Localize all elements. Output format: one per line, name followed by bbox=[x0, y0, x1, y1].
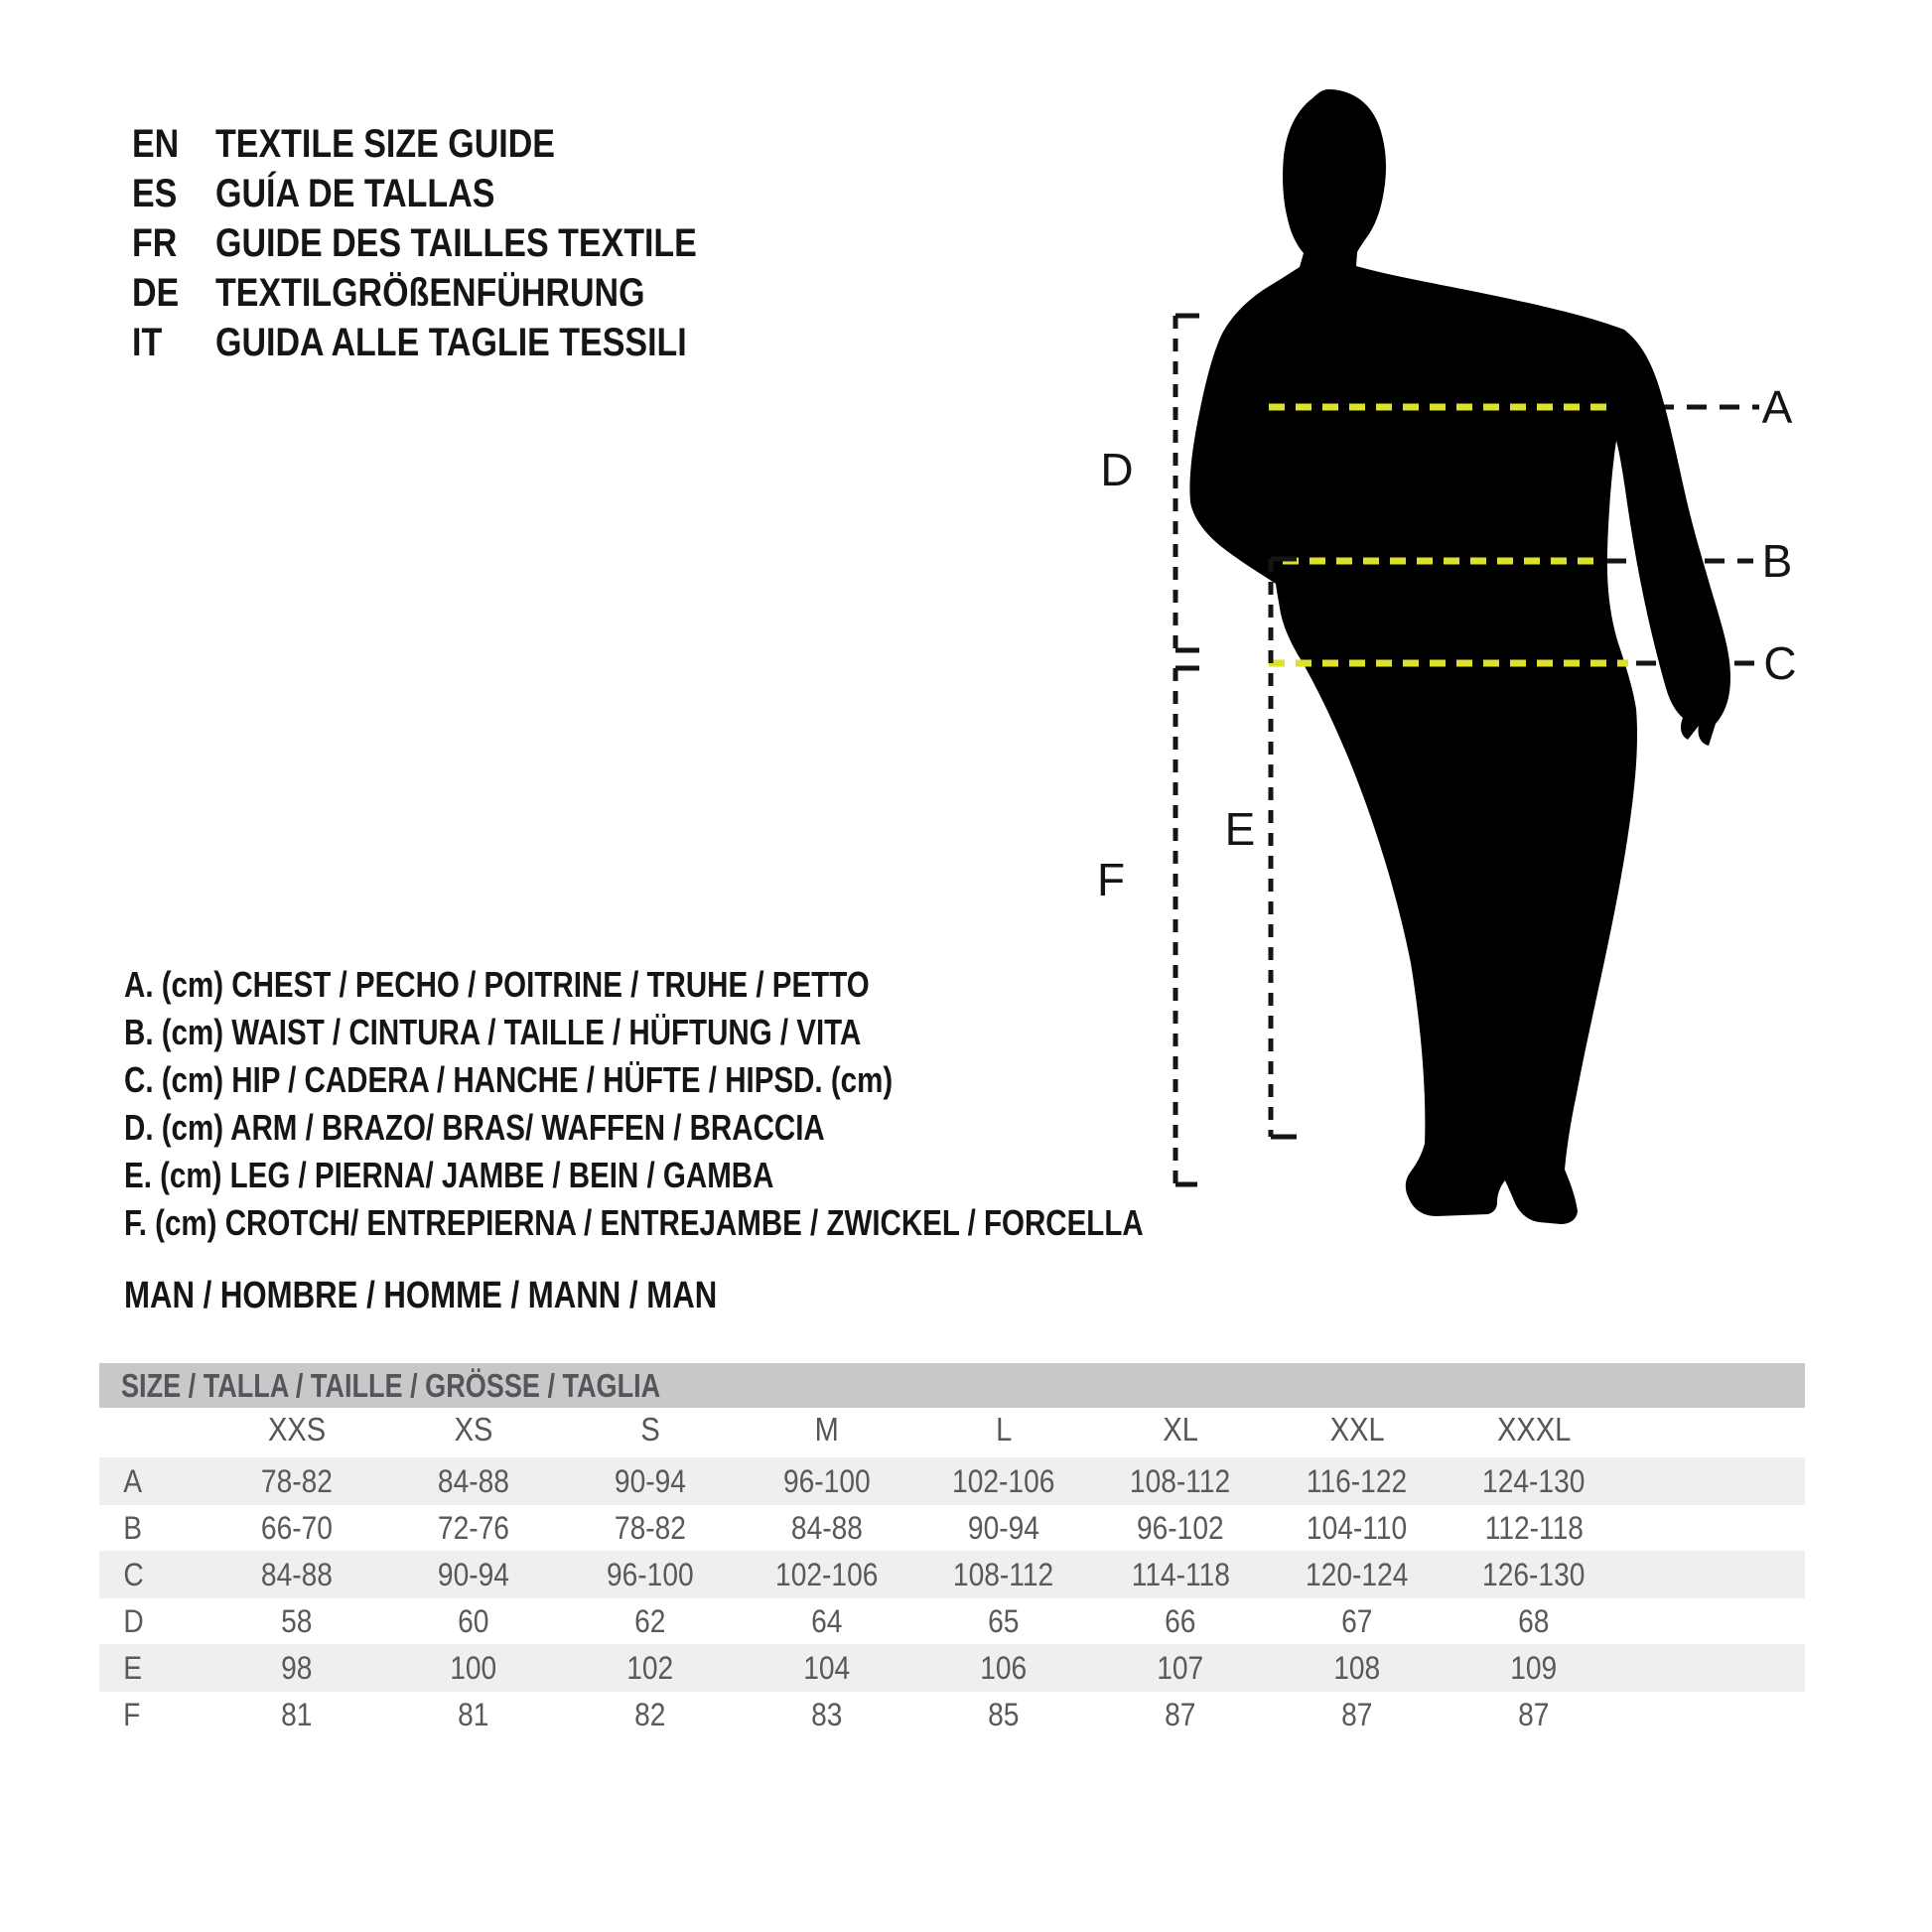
table-cell: 102-106 bbox=[775, 1556, 879, 1592]
table-cell: 96-100 bbox=[783, 1462, 871, 1499]
table-cell: 100 bbox=[450, 1649, 497, 1686]
legend-line-waist: B. (cm) WAIST / CINTURA / TAILLE / HÜFTUNG / VITA bbox=[124, 1012, 862, 1052]
table-cell: 78-82 bbox=[614, 1509, 687, 1546]
table-cell: 108-112 bbox=[1130, 1462, 1231, 1499]
table-cell: 67 bbox=[1341, 1602, 1373, 1639]
table-cell: 68 bbox=[1518, 1602, 1550, 1639]
language-code: ES bbox=[132, 172, 178, 215]
size-col-l: L bbox=[995, 1411, 1013, 1448]
table-cell: 112-118 bbox=[1484, 1509, 1584, 1546]
table-cell: 72-76 bbox=[437, 1509, 510, 1546]
table-cell: 66 bbox=[1165, 1602, 1196, 1639]
size-col-xxxl: XXXL bbox=[1496, 1411, 1572, 1448]
table-cell: 96-102 bbox=[1137, 1509, 1224, 1546]
guide-title: GUIDE DES TAILLES TEXTILE bbox=[215, 221, 697, 265]
table-cell: 108 bbox=[1333, 1649, 1381, 1686]
row-label: B bbox=[123, 1509, 143, 1546]
row-label: F bbox=[123, 1696, 141, 1732]
size-columns-row bbox=[99, 1406, 1805, 1453]
table-cell: 116-122 bbox=[1307, 1462, 1408, 1499]
table-cell: 78-82 bbox=[260, 1462, 334, 1499]
language-code: DE bbox=[132, 271, 180, 315]
table-row-chest bbox=[99, 1457, 1805, 1505]
marker-leg: E bbox=[1224, 803, 1256, 855]
legend-line-chest: A. (cm) CHEST / PECHO / POITRINE / TRUHE / PETTO bbox=[124, 964, 870, 1005]
marker-crotch: F bbox=[1096, 854, 1126, 905]
size-table-title: SIZE / TALLA / TAILLE / GRÖSSE / TAGLIA bbox=[121, 1367, 661, 1404]
size-col-xl: XL bbox=[1163, 1411, 1198, 1448]
table-cell: 104-110 bbox=[1307, 1509, 1408, 1546]
table-cell: 66-70 bbox=[260, 1509, 334, 1546]
table-row-hip bbox=[99, 1551, 1805, 1598]
table-cell: 102-106 bbox=[952, 1462, 1055, 1499]
table-cell: 90-94 bbox=[437, 1556, 510, 1592]
table-cell: 87 bbox=[1165, 1696, 1196, 1732]
size-col-s: S bbox=[640, 1411, 660, 1448]
table-cell: 126-130 bbox=[1482, 1556, 1586, 1592]
marker-waist: B bbox=[1761, 535, 1793, 587]
guide-title: TEXTILGRÖßENFÜHRUNG bbox=[215, 271, 645, 315]
row-label: D bbox=[123, 1602, 144, 1639]
legend-line-arm: D. (cm) ARM / BRAZO/ BRAS/ WAFFEN / BRACCIA bbox=[124, 1107, 825, 1148]
table-row-crotch bbox=[99, 1691, 1805, 1738]
table-cell: 102 bbox=[626, 1649, 674, 1686]
table-cell: 106 bbox=[980, 1649, 1028, 1686]
table-row-leg bbox=[99, 1644, 1805, 1692]
table-cell: 62 bbox=[634, 1602, 666, 1639]
marker-arm: D bbox=[1100, 444, 1134, 495]
legend-line-crotch: F. (cm) CROTCH/ ENTREPIERNA / ENTREJAMBE / ZWICKEL / FORCELLA bbox=[124, 1202, 1144, 1243]
table-row-arm bbox=[99, 1597, 1805, 1645]
language-code: IT bbox=[132, 321, 163, 364]
language-code: FR bbox=[132, 221, 178, 265]
table-cell: 108-112 bbox=[953, 1556, 1054, 1592]
size-col-xs: XS bbox=[454, 1411, 493, 1448]
table-row-waist bbox=[99, 1504, 1805, 1552]
row-label: C bbox=[123, 1556, 144, 1592]
size-row-label bbox=[99, 1411, 208, 1449]
size-col-m: M bbox=[814, 1411, 840, 1448]
language-code: EN bbox=[132, 122, 180, 166]
table-cell: 104 bbox=[803, 1649, 851, 1686]
table-cell: 124-130 bbox=[1482, 1462, 1586, 1499]
size-col-xxl: XXL bbox=[1329, 1411, 1385, 1448]
table-cell: 84-88 bbox=[790, 1509, 864, 1546]
category-label: MAN / HOMBRE / HOMME / MANN / MAN bbox=[124, 1275, 718, 1316]
table-cell: 120-124 bbox=[1306, 1556, 1409, 1592]
legend-line-leg: E. (cm) LEG / PIERNA/ JAMBE / BEIN / GAMBA bbox=[124, 1155, 774, 1195]
guide-title: GUIDA ALLE TAGLIE TESSILI bbox=[215, 321, 687, 364]
table-cell: 90-94 bbox=[967, 1509, 1040, 1546]
table-cell: 65 bbox=[988, 1602, 1020, 1639]
table-cell: 114-118 bbox=[1131, 1556, 1230, 1592]
row-label: A bbox=[123, 1462, 143, 1499]
guide-title: GUÍA DE TALLAS bbox=[215, 172, 495, 215]
table-cell: 85 bbox=[988, 1696, 1020, 1732]
table-cell: 81 bbox=[458, 1696, 489, 1732]
guide-title: TEXTILE SIZE GUIDE bbox=[215, 122, 555, 166]
size-table-header-bar bbox=[99, 1363, 1805, 1408]
table-cell: 107 bbox=[1157, 1649, 1204, 1686]
legend-line-hip: C. (cm) HIP / CADERA / HANCHE / HÜFTE / HIPSD. (cm) bbox=[124, 1059, 894, 1100]
table-cell: 109 bbox=[1510, 1649, 1558, 1686]
table-cell: 84-88 bbox=[437, 1462, 510, 1499]
table-cell: 87 bbox=[1341, 1696, 1373, 1732]
table-cell: 64 bbox=[811, 1602, 843, 1639]
row-label: E bbox=[123, 1649, 143, 1686]
table-cell: 90-94 bbox=[614, 1462, 687, 1499]
table-cell: 84-88 bbox=[260, 1556, 334, 1592]
table-cell: 98 bbox=[281, 1649, 313, 1686]
table-cell: 60 bbox=[458, 1602, 489, 1639]
marker-chest: A bbox=[1761, 381, 1793, 433]
table-cell: 83 bbox=[811, 1696, 843, 1732]
table-cell: 87 bbox=[1518, 1696, 1550, 1732]
table-cell: 81 bbox=[281, 1696, 313, 1732]
table-cell: 58 bbox=[281, 1602, 313, 1639]
table-cell: 96-100 bbox=[607, 1556, 694, 1592]
marker-hip: C bbox=[1763, 637, 1797, 689]
table-cell: 82 bbox=[634, 1696, 666, 1732]
size-col-xxs: XXS bbox=[267, 1411, 327, 1448]
